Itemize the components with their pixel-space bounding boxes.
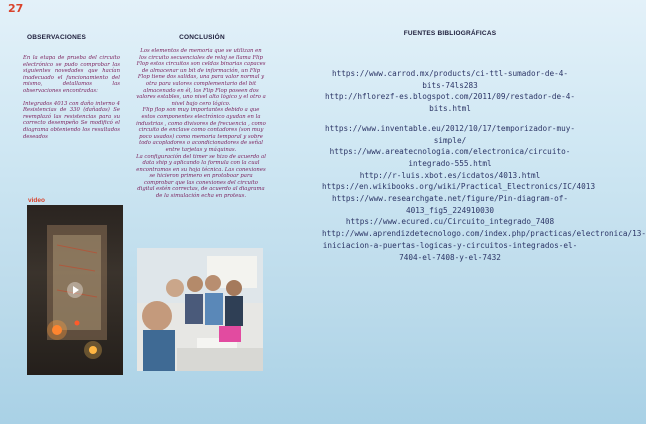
reference-3[interactable]: https://www.inventable.eu/2012/10/17/temporizador-muy-simple/ [325,123,575,145]
reference-5[interactable]: http://r-luis.xbot.es/icdatos/4013.html [359,170,541,180]
observaciones-text [23,55,120,140]
group-photo [137,248,263,371]
fuentes-heading: FUENTES BIBLIOGRÁFICAS [403,30,497,37]
conclusion-paragraph-3: La configuración del timer se hizo de acuerdo al data ship y aplicando la formula con la cual encontramos en su hoja técnica. Las conexiones se hicieron primero en protoboar para comprobar que las conexiones del circuito digital estén correctas, de acuerdo al diagrama de la simulación echa en proteus. [136,153,266,200]
conclusion-text [136,48,266,200]
reference-6[interactable]: https://en.wikibooks.org/wiki/Practical_Electronics/IC/4013 [322,182,596,192]
left-page [0,0,300,424]
video-label: video [28,197,45,204]
video-player[interactable] [27,205,123,375]
observaciones-paragraph-1: En la etapa de prueba del circuito electrónico se pudo comprobar las siguientes novedades que hacían inadecuado el funcionamiento del mismo, detallamos las observaciones encontradas: [23,55,120,94]
conclusion-paragraph-2: Flip flop son muy importantes debido a que estos componentes electrónico ayudan en la industrias , como divisores de frecuencia , como circuito de enclave como contadores (son muy poco usados) como memoria temporal y sobre todo acopladores o acondicionadores de señal entre tarjetas y máquinas. [136,107,266,153]
observaciones-paragraph-2: Integrados 4013 con daño interno 4 Resistencias de 330 (dañadas) Se reemplazó las resistencias para su correcto desempeño Se modificó el diagrama obteniendo los resultados deseados [23,100,120,140]
reference-spacer [322,115,578,123]
reference-8[interactable]: https://www.ecured.cu/Circuito_integrado_7408 [345,217,555,227]
reference-1[interactable]: https://www.carrod.mx/products/ci-ttl-sumador-de-4-bits-74ls283 [331,69,569,90]
observaciones-heading: OBSERVACIONES [27,34,87,41]
reference-4[interactable]: https://www.areatecnologia.com/electronica/circuito-integrado-555.html [329,147,571,168]
references-list [322,68,646,263]
page-number: 27 [8,2,24,15]
conclusion-heading: CONCLUSIÓN [179,34,225,41]
conclusion-paragraph-1: Los elementos de memoria que se utilizan en los circuito secuenciales de reloj se llama Flip Flop estos circuitos son celdas binarias capaces de almacenar un bit de información, un Flip Flop tiene dos salidas, una para valor normal y otra para valores complementario del bit almacenado en él, los Flip Flop poseen dos valores estables, uno nivel alto lógico y el otro a nivel bajo cero lógico. [136,48,266,107]
play-icon[interactable] [67,282,83,298]
reference-9[interactable]: http://www.aprendizdetecnologo.com/index.php/practicas/electronica/13-iniciacion-a-puertas-logicas-y-circuitos-integrados-el-7404-el-7408-y-el-7432 [322,229,646,262]
reference-7[interactable]: https://www.researchgate.net/figure/Pin-diagram-of-4013_fig5_224910030 [331,194,569,215]
reference-2[interactable]: http://hflorezf-es.blogspot.com/2011/09/restador-de-4-bits.html [325,92,575,114]
